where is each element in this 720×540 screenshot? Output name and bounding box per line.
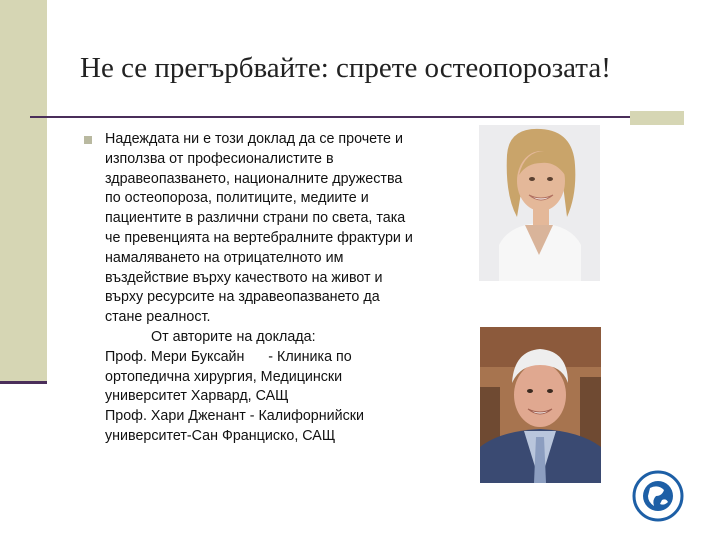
body-line: върху ресурсите на здравеопазването да (105, 289, 380, 306)
body-line: въздействие върху качеството на живот и (105, 269, 383, 286)
square-bullet-icon (84, 136, 92, 144)
author-photo-woman (479, 125, 600, 281)
body-line: пациентите в различни страни по света, така (105, 210, 406, 227)
author-line: ортопедична хирургия, Медицински (105, 368, 343, 385)
title-divider (30, 116, 630, 118)
body-line: Надеждата ни е този доклад да се прочете и (105, 131, 403, 147)
body-line: използва от професионалистите в (105, 150, 334, 167)
author-line: университет-Сан Франциско, САЩ (105, 427, 336, 444)
author-line: университет Харвард, САЩ (105, 388, 289, 405)
body-line: по остеопороза, политиците, медиите и (105, 190, 369, 207)
authors-heading: От авторите на доклада: (151, 328, 316, 345)
author-line: Проф. Мери Буксайн - Клиника по (105, 348, 352, 365)
slide-title: Не се прегърбвайте: спрете остеопорозата! (80, 52, 611, 84)
left-accent-bar (0, 0, 47, 384)
author-line: Проф. Хари Дженант - Калифорнийски (105, 408, 365, 425)
body-line: стане реалност. (105, 309, 211, 326)
body-line: намаляването на отрицателното им (105, 249, 344, 266)
iof-globe-logo-icon (632, 470, 684, 522)
body-text (105, 130, 460, 447)
author-photo-man (480, 327, 601, 483)
body-line: здравеопазването, националните дружества (105, 170, 403, 187)
title-divider-accent (630, 111, 684, 125)
left-accent-bar-edge (0, 381, 47, 384)
body-line: че превенцията на вертебралните фрактури и (105, 229, 413, 246)
